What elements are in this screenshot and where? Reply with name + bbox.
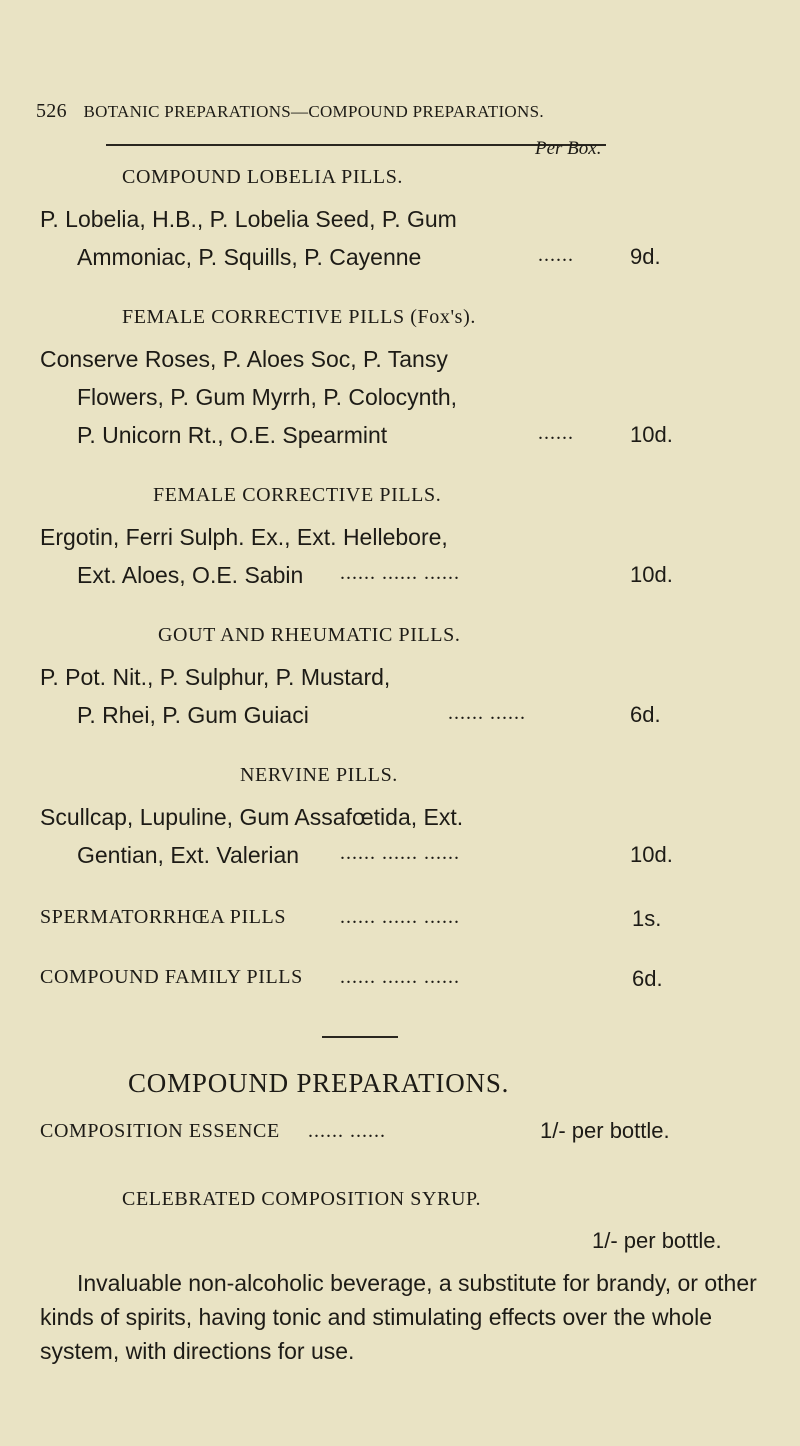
- syrup-description: Invaluable non-alcoholic beverage, a substitute for brandy, or other kinds of spirits, having tonic and stimulating effects over the whole system, with directions for use.: [40, 1270, 757, 1364]
- ingredient-line: Conserve Roses, P. Aloes Soc, P. Tansy: [40, 346, 448, 372]
- ingredient-line: Scullcap, Lupuline, Gum Assafœtida, Ext.: [40, 804, 464, 830]
- ingredient-line: Ext. Aloes, O.E. Sabin: [77, 562, 304, 588]
- section-title: NERVINE PILLS.: [240, 764, 398, 786]
- compound-preparations-heading: COMPOUND PREPARATIONS.: [128, 1068, 510, 1098]
- dot-leader: ...... ...... ......: [340, 562, 460, 584]
- ingredient-line: Flowers, P. Gum Myrrh, P. Colocynth,: [77, 384, 458, 410]
- ingredient-line: Gentian, Ext. Valerian: [77, 842, 300, 868]
- dot-leader: ...... ......: [308, 1120, 386, 1142]
- dot-leader: ...... ...... ......: [340, 966, 460, 988]
- dot-leader: ......: [538, 422, 574, 444]
- dot-leader: ...... ......: [448, 702, 526, 724]
- price: 10d.: [630, 422, 673, 447]
- dot-leader: ...... ...... ......: [340, 906, 460, 928]
- price: 1/- per bottle.: [540, 1118, 670, 1143]
- running-title: BOTANIC PREPARATIONS—COMPOUND PREPARATIONS.: [83, 102, 544, 121]
- price: 1/- per bottle.: [592, 1228, 722, 1253]
- dot-leader: ...... ...... ......: [340, 842, 460, 864]
- running-header: [36, 100, 544, 123]
- price: 9d.: [630, 244, 661, 269]
- ingredient-line: Ergotin, Ferri Sulph. Ex., Ext. Hellebore,: [40, 524, 448, 550]
- section-divider: [322, 1036, 398, 1038]
- price: 10d.: [630, 842, 673, 867]
- item-title: COMPOSITION ESSENCE: [40, 1120, 280, 1142]
- item-title: SPERMATORRHŒA PILLS: [40, 906, 287, 928]
- price: 6d.: [630, 702, 661, 727]
- ingredient-line: P. Pot. Nit., P. Sulphur, P. Mustard,: [40, 664, 391, 690]
- ingredient-line: P. Unicorn Rt., O.E. Spearmint: [77, 422, 388, 448]
- dot-leader: ......: [538, 244, 574, 266]
- section-title: GOUT AND RHEUMATIC PILLS.: [158, 624, 461, 646]
- price: 6d.: [632, 966, 663, 991]
- section-title: CELEBRATED COMPOSITION SYRUP.: [122, 1188, 482, 1210]
- ingredient-line: P. Rhei, P. Gum Guiaci: [77, 702, 309, 728]
- section-title: FEMALE CORRECTIVE PILLS.: [153, 484, 442, 506]
- per-box-heading: Per Box.: [535, 138, 602, 159]
- section-title: COMPOUND LOBELIA PILLS.: [122, 166, 404, 188]
- section-title: FEMALE CORRECTIVE PILLS (Fox's).: [122, 306, 476, 328]
- ingredient-line: P. Lobelia, H.B., P. Lobelia Seed, P. Gum: [40, 206, 457, 232]
- ingredient-line: Ammoniac, P. Squills, P. Cayenne: [77, 244, 422, 270]
- page-number: 526: [36, 100, 67, 122]
- price: 10d.: [630, 562, 673, 587]
- header-rule: [106, 144, 606, 146]
- item-title: COMPOUND FAMILY PILLS: [40, 966, 303, 988]
- price: 1s.: [632, 906, 662, 931]
